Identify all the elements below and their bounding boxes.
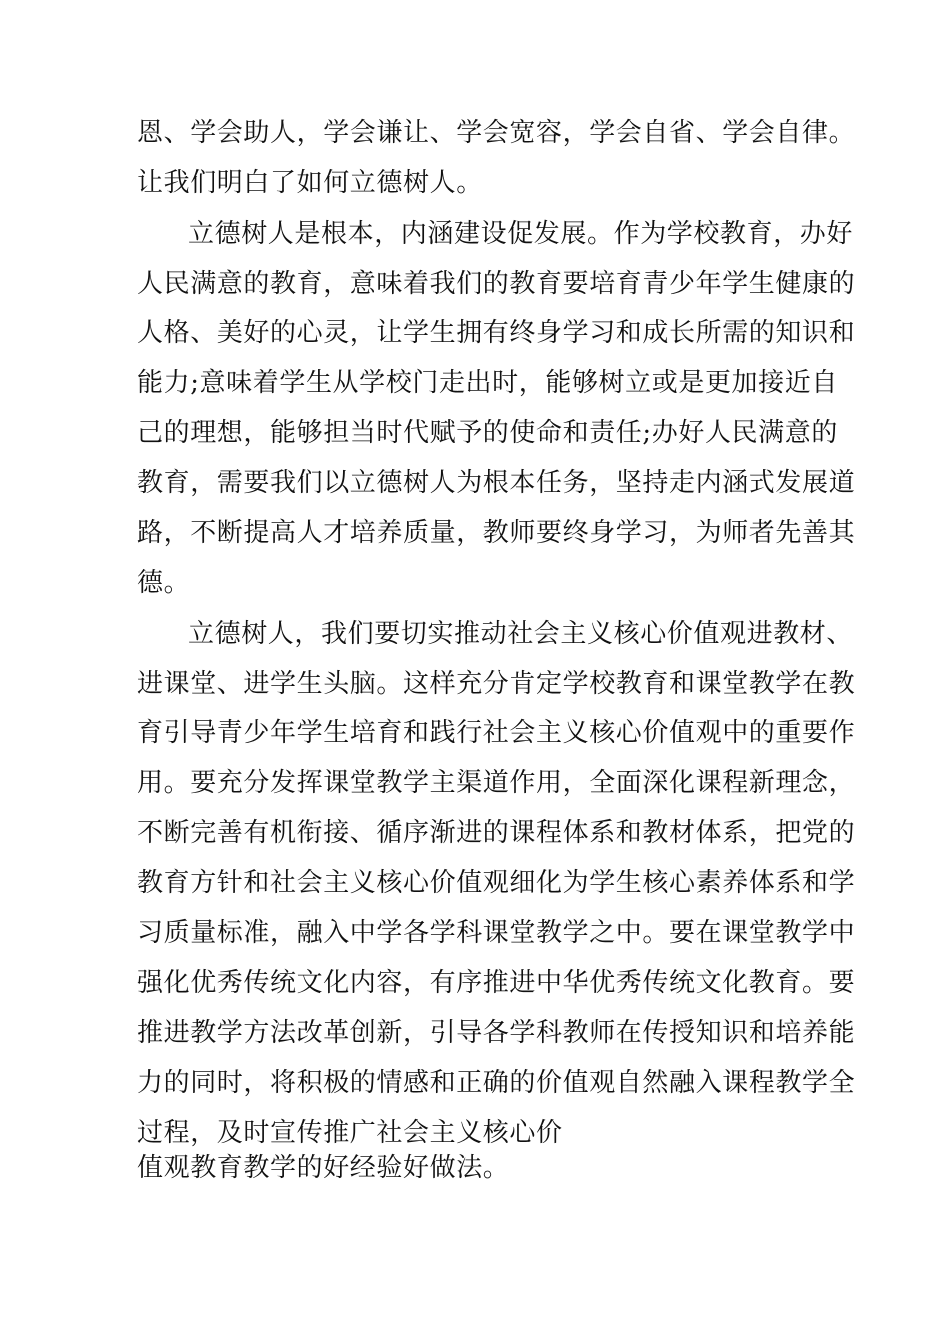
paragraph-3-line-8: 强化优秀传统文化内容，有序推进中华优秀传统文化教育。要 [137, 968, 856, 998]
paragraph-2-line-5: 己的理想，能够担当时代赋予的使命和责任;办好人民满意的 [137, 418, 838, 448]
paragraph-2-line-2: 人民满意的教育，意味着我们的教育要培育青少年学生健康的 [137, 269, 856, 299]
paragraph-3-line-10: 力的同时，将积极的情感和正确的价值观自然融入课程教学全 [137, 1068, 856, 1098]
paragraph-1-line-1: 恩、学会助人，学会谦让、学会宽容，学会自省、学会自律。 [137, 118, 856, 148]
paragraph-3-line-4: 用。要充分发挥课堂教学主渠道作用，全面深化课程新理念， [137, 768, 856, 798]
paragraph-3-line-3: 育引导青少年学生培育和践行社会主义核心价值观中的重要作 [137, 718, 856, 748]
paragraph-3-line-1: 立德树人，我们要切实推动社会主义核心价值观进教材、 [188, 619, 854, 649]
paragraph-3-line-12: 值观教育教学的好经验好做法。 [137, 1153, 510, 1183]
paragraph-3-line-2: 进课堂、进学生头脑。这样充分肯定学校教育和课堂教学在教 [137, 669, 856, 699]
paragraph-2-line-4: 能力;意味着学生从学校门走出时，能够树立或是更加接近自 [137, 368, 838, 398]
paragraph-3-line-9: 推进教学方法改革创新，引导各学科教师在传授知识和培养能 [137, 1018, 856, 1048]
paragraph-3-line-7: 习质量标准，融入中学各学科课堂教学之中。要在课堂教学中 [137, 918, 856, 948]
paragraph-3-line-11: 过程，及时宣传推广社会主义核心价 [137, 1118, 563, 1148]
paragraph-3-line-6: 教育方针和社会主义核心价值观细化为学生核心素养体系和学 [137, 868, 856, 898]
paragraph-2-line-6: 教育，需要我们以立德树人为根本任务，坚持走内涵式发展道 [137, 468, 856, 498]
paragraph-2-line-1: 立德树人是根本，内涵建设促发展。作为学校教育，办好 [188, 219, 854, 249]
paragraph-2-line-7: 路，不断提高人才培养质量，教师要终身学习，为师者先善其 [137, 518, 856, 548]
paragraph-2-line-8: 德。 [137, 568, 191, 598]
paragraph-2-line-3: 人格、美好的心灵，让学生拥有终身学习和成长所需的知识和 [137, 318, 856, 348]
paragraph-3-line-5: 不断完善有机衔接、循序渐进的课程体系和教材体系，把党的 [137, 818, 856, 848]
paragraph-1-line-2: 让我们明白了如何立德树人。 [137, 168, 483, 198]
